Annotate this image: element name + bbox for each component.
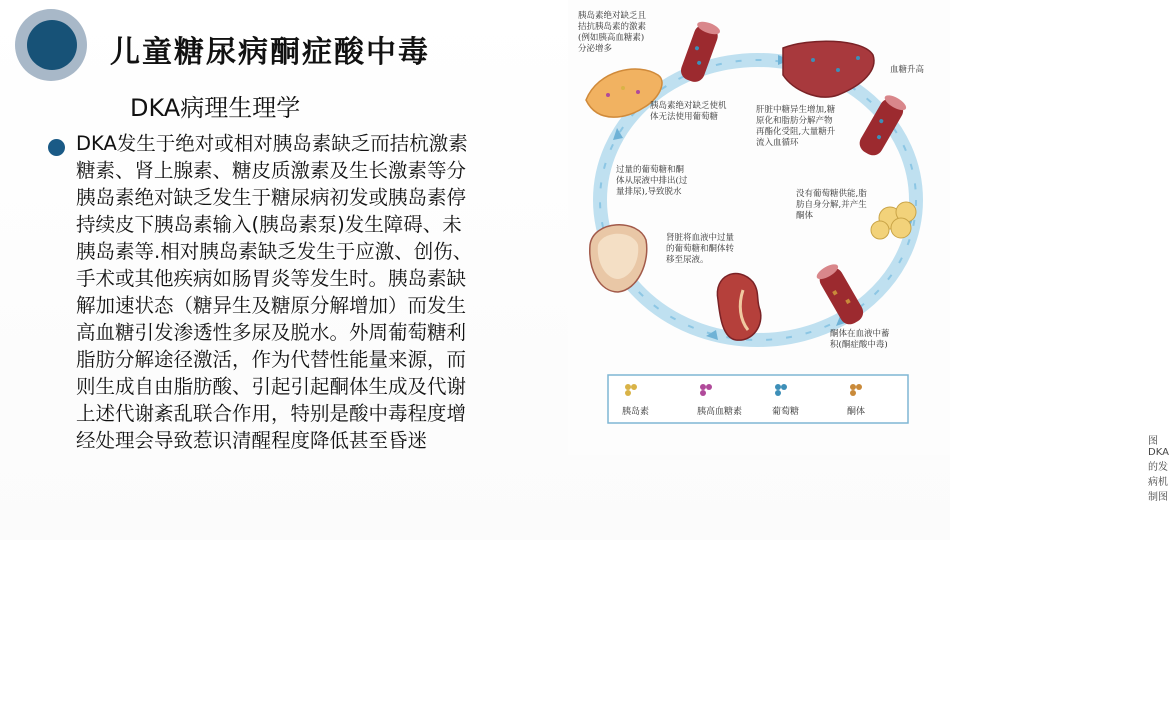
legend-swatch xyxy=(625,384,631,390)
legend-label: 酮体 xyxy=(847,407,866,417)
legend-swatch xyxy=(706,384,712,390)
body-line: 上述代谢紊乱联合作用，特别是酸中毒程度增 xyxy=(76,402,467,425)
legend-swatch xyxy=(856,384,862,390)
diagram-label-pancreas: 分泌增多 xyxy=(578,44,613,54)
slide-title: 儿童糖尿病酮症酸中毒 xyxy=(110,35,430,70)
diagram-label-fat: 没有葡萄糖供能,脂 xyxy=(796,189,867,199)
body-line: DKA发生于绝对或相对胰岛素缺乏而拮杭激素 xyxy=(76,132,468,155)
body-line: 解加速状态（糖异生及糖原分解增加）而发生 xyxy=(76,294,467,317)
body-text-area xyxy=(44,130,552,480)
blood-vessel-icon xyxy=(815,261,867,328)
legend-swatch xyxy=(781,384,787,390)
diagram-label-kidney: 肾脏将血液中过量 xyxy=(666,233,735,243)
legend-swatch xyxy=(700,390,706,396)
diagram-label-ketones: 酮体在血液中蓄 xyxy=(830,329,890,339)
diagram-label-cells: 胰岛素绝对缺乏使机 xyxy=(650,101,727,111)
body-line: 高血糖引发渗透性多尿及脱水。外周葡萄糖利 xyxy=(76,321,467,344)
legend-swatch xyxy=(775,384,781,390)
body-line: 持续皮下胰岛素输入(胰岛素泵)发生障碍、未 xyxy=(76,213,462,236)
diagram-label-blood-glucose: 血糖升高 xyxy=(890,65,925,75)
legend-swatch xyxy=(775,390,781,396)
diagram-svg xyxy=(568,0,950,455)
diagram-label-bladder: 量排尿),导致脱水 xyxy=(616,187,682,197)
diagram-label-liver: 再酯化受阻,大量糖升 xyxy=(756,127,836,137)
diagram-label-cells: 体无法使用葡萄糖 xyxy=(650,112,719,122)
legend-swatch xyxy=(631,384,637,390)
fat-tissue-icon xyxy=(871,202,916,239)
body-line: 经处理会导致惹识清醒程度降低甚至昏迷 xyxy=(76,429,428,452)
bullet-icon xyxy=(48,139,65,156)
diagram-label-pancreas: 拮抗胰岛素的激素 xyxy=(578,22,647,32)
diagram-label-fat: 酮体 xyxy=(796,211,814,221)
diagram-label-liver: 肝脏中糖异生增加,糖 xyxy=(756,105,836,115)
diagram-caption: 图 DKA的发病机制图 xyxy=(1148,436,1169,503)
kidney-icon xyxy=(717,274,760,341)
dka-mechanism-diagram xyxy=(568,0,1169,503)
diagram-label-kidney: 的葡萄糖和酮体转 xyxy=(666,244,735,254)
body-line: 糖素、肾上腺素、糖皮质激素及生长激素等分 xyxy=(76,159,467,182)
logo-circle xyxy=(15,9,87,81)
diagram-label-liver: 流入血循环 xyxy=(756,138,799,148)
diagram-label-kidney: 移至尿液。 xyxy=(666,255,709,265)
diagram-label-pancreas: 胰岛素绝对缺乏且 xyxy=(578,11,647,21)
diagram-label-bladder: 体从尿液中排出(过 xyxy=(616,176,688,186)
legend-swatch xyxy=(850,384,856,390)
body-line: 胰岛素绝对缺乏发生于糖尿病初发或胰岛素停 xyxy=(76,186,467,209)
legend-label: 葡萄糖 xyxy=(772,407,800,417)
body-line: 则生成自由脂肪酸、引起引起酮体生成及代谢 xyxy=(76,375,467,398)
legend-label: 胰岛素 xyxy=(622,407,650,417)
blood-vessel-icon xyxy=(678,19,721,85)
body-line: 胰岛素等.相对胰岛素缺乏发生于应激、创伤、 xyxy=(76,240,473,263)
legend-swatch xyxy=(625,390,631,396)
slide-subtitle: DKA病理生理学 xyxy=(130,94,301,122)
diagram-label-bladder: 过量的葡萄糖和酮 xyxy=(616,165,685,175)
body-line: 手术或其他疾病如肠胃炎等发生时。胰岛素缺 xyxy=(76,267,467,290)
legend-swatch xyxy=(850,390,856,396)
diagram-label-ketones: 积(酮症酸中毒) xyxy=(830,340,888,350)
diagram-label-fat: 肪自身分解,并产生 xyxy=(796,200,867,210)
diagram-label-liver: 原化和脂肪分解产物 xyxy=(756,116,833,126)
diagram-label-pancreas: (例如胰高血糖素) xyxy=(578,33,645,43)
legend-label: 胰高血糖素 xyxy=(697,407,743,417)
legend-swatch xyxy=(700,384,706,390)
body-line: 脂肪分解途径激活，作为代替性能量来源，而 xyxy=(76,348,467,371)
